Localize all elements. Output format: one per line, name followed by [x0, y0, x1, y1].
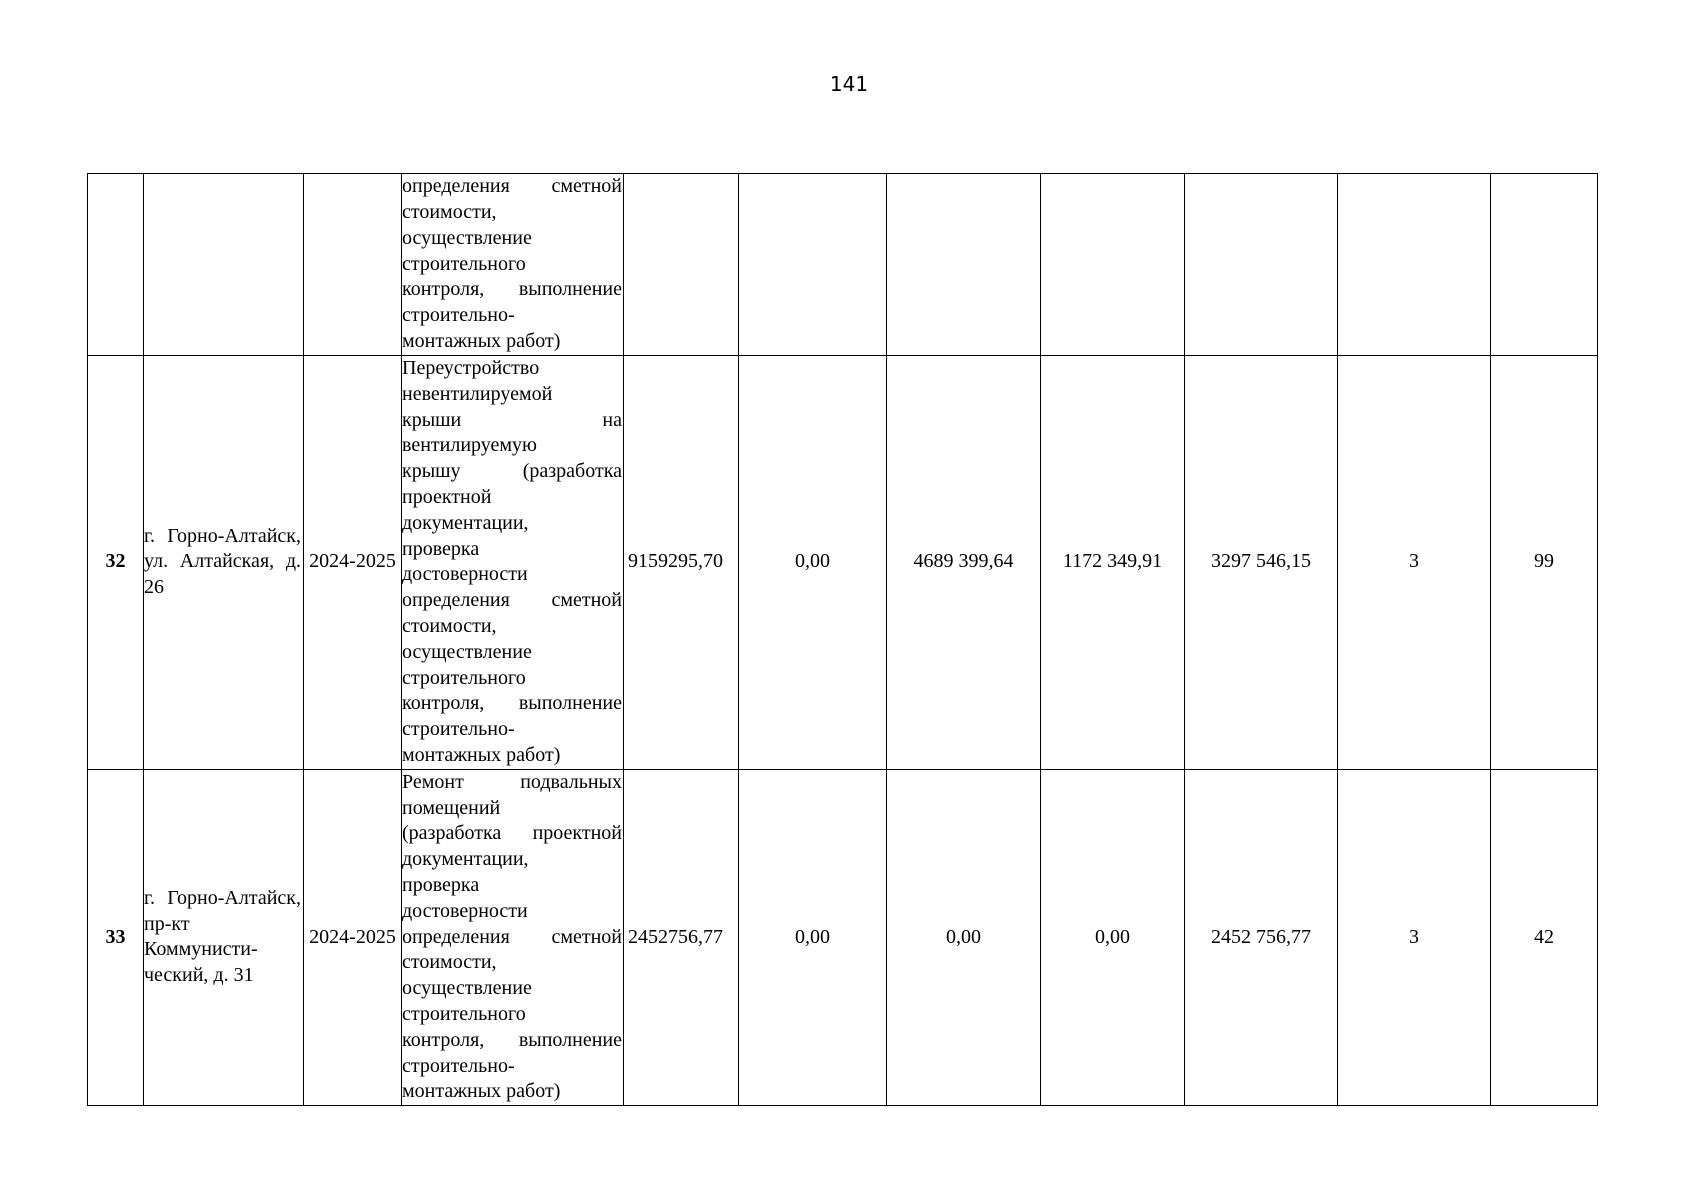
period-cell — [304, 174, 402, 356]
table-row — [88, 769, 1598, 1105]
value-cell — [1185, 174, 1338, 356]
address-cell: г. Горно-Алтайск, пр-кт Коммунисти-ческий, д. 31 — [144, 769, 304, 1105]
work-description-line: стоимости, — [402, 201, 497, 223]
total-cost-cell: 9159295,70 — [624, 356, 739, 770]
work-description-line: осуществление — [402, 977, 532, 1000]
value-cell — [887, 174, 1041, 356]
work-description-line: монтажных работ) — [402, 329, 561, 352]
value-cell: 3 — [1338, 356, 1491, 770]
value-cell: 2452 756,77 — [1185, 769, 1338, 1105]
work-description-line: строительного — [402, 1002, 526, 1025]
work-description-line: строительно- — [402, 718, 515, 741]
value-cell: 0,00 — [739, 769, 887, 1105]
period-cell: 2024-2025 — [304, 356, 402, 770]
value-cell: 1172 349,91 — [1041, 356, 1185, 770]
total-cost-cell — [624, 174, 739, 356]
value-cell — [739, 174, 887, 356]
value-cell: 3297 546,15 — [1185, 356, 1338, 770]
work-description-line: вентилируемую — [402, 434, 537, 457]
value-cell: 42 — [1491, 769, 1598, 1105]
work-description-line: Переустройство — [402, 357, 540, 379]
value-cell: 0,00 — [739, 356, 887, 770]
work-description-line: крыши на — [402, 408, 622, 431]
row-number: 33 — [88, 769, 144, 1105]
work-description-line: достоверности — [402, 563, 528, 586]
value-cell — [1041, 174, 1185, 356]
work-description-line: крышу (разработка — [402, 460, 622, 483]
work-description-line: контроля, выполнение — [402, 278, 622, 301]
work-description-line: проектной — [402, 485, 492, 508]
work-description-line: строительно- — [402, 304, 515, 327]
work-description-line: достоверности — [402, 899, 528, 922]
value-cell: 3 — [1338, 769, 1491, 1105]
work-description-line: проверка — [402, 537, 480, 560]
work-description-line: осуществление — [402, 226, 532, 249]
work-description-line: осуществление — [402, 640, 532, 663]
work-description-cell — [402, 174, 624, 356]
work-description-cell — [402, 769, 624, 1105]
work-description-line: стоимости, — [402, 951, 497, 974]
table-row-continuation — [88, 174, 1598, 356]
work-description-line: помещений — [402, 796, 501, 819]
work-description-line: (разработка проектной — [402, 822, 622, 845]
work-description-line: контроля, выполнение — [402, 1028, 622, 1051]
value-cell: 0,00 — [1041, 769, 1185, 1105]
value-cell — [1338, 174, 1491, 356]
work-description-line: определения сметной — [402, 589, 622, 612]
work-description-line: Ремонт подвальных — [402, 770, 622, 793]
total-cost-cell: 2452756,77 — [624, 769, 739, 1105]
work-description-cell — [402, 356, 624, 770]
work-description-line: документации, — [402, 848, 529, 871]
period-cell: 2024-2025 — [304, 769, 402, 1105]
work-description-line: монтажных работ) — [402, 743, 561, 766]
work-description-line: строительно- — [402, 1054, 515, 1077]
works-table — [87, 173, 1598, 1106]
work-description-line: документации, — [402, 511, 529, 534]
work-description-line: монтажных работ) — [402, 1080, 561, 1103]
number-cell — [88, 174, 144, 356]
work-description-line: контроля, выполнение — [402, 692, 622, 715]
address-cell — [144, 174, 304, 356]
work-description-line: стоимости, — [402, 614, 497, 637]
work-description-line: строительного — [402, 666, 526, 689]
work-description-line: проверка — [402, 873, 480, 896]
address-cell: г. Горно-Алтайск, ул. Алтайская, д. 26 — [144, 356, 304, 770]
work-description-line: строительного — [402, 252, 526, 275]
table-row — [88, 356, 1598, 770]
work-description-line: невентилируемой — [402, 382, 553, 405]
value-cell: 99 — [1491, 356, 1598, 770]
value-cell: 4689 399,64 — [887, 356, 1041, 770]
work-description-line: определения сметной — [402, 925, 622, 948]
value-cell — [1491, 174, 1598, 356]
row-number: 32 — [88, 356, 144, 770]
work-description-line: определения сметной — [402, 175, 622, 198]
page-number: 141 — [829, 72, 869, 96]
value-cell: 0,00 — [887, 769, 1041, 1105]
